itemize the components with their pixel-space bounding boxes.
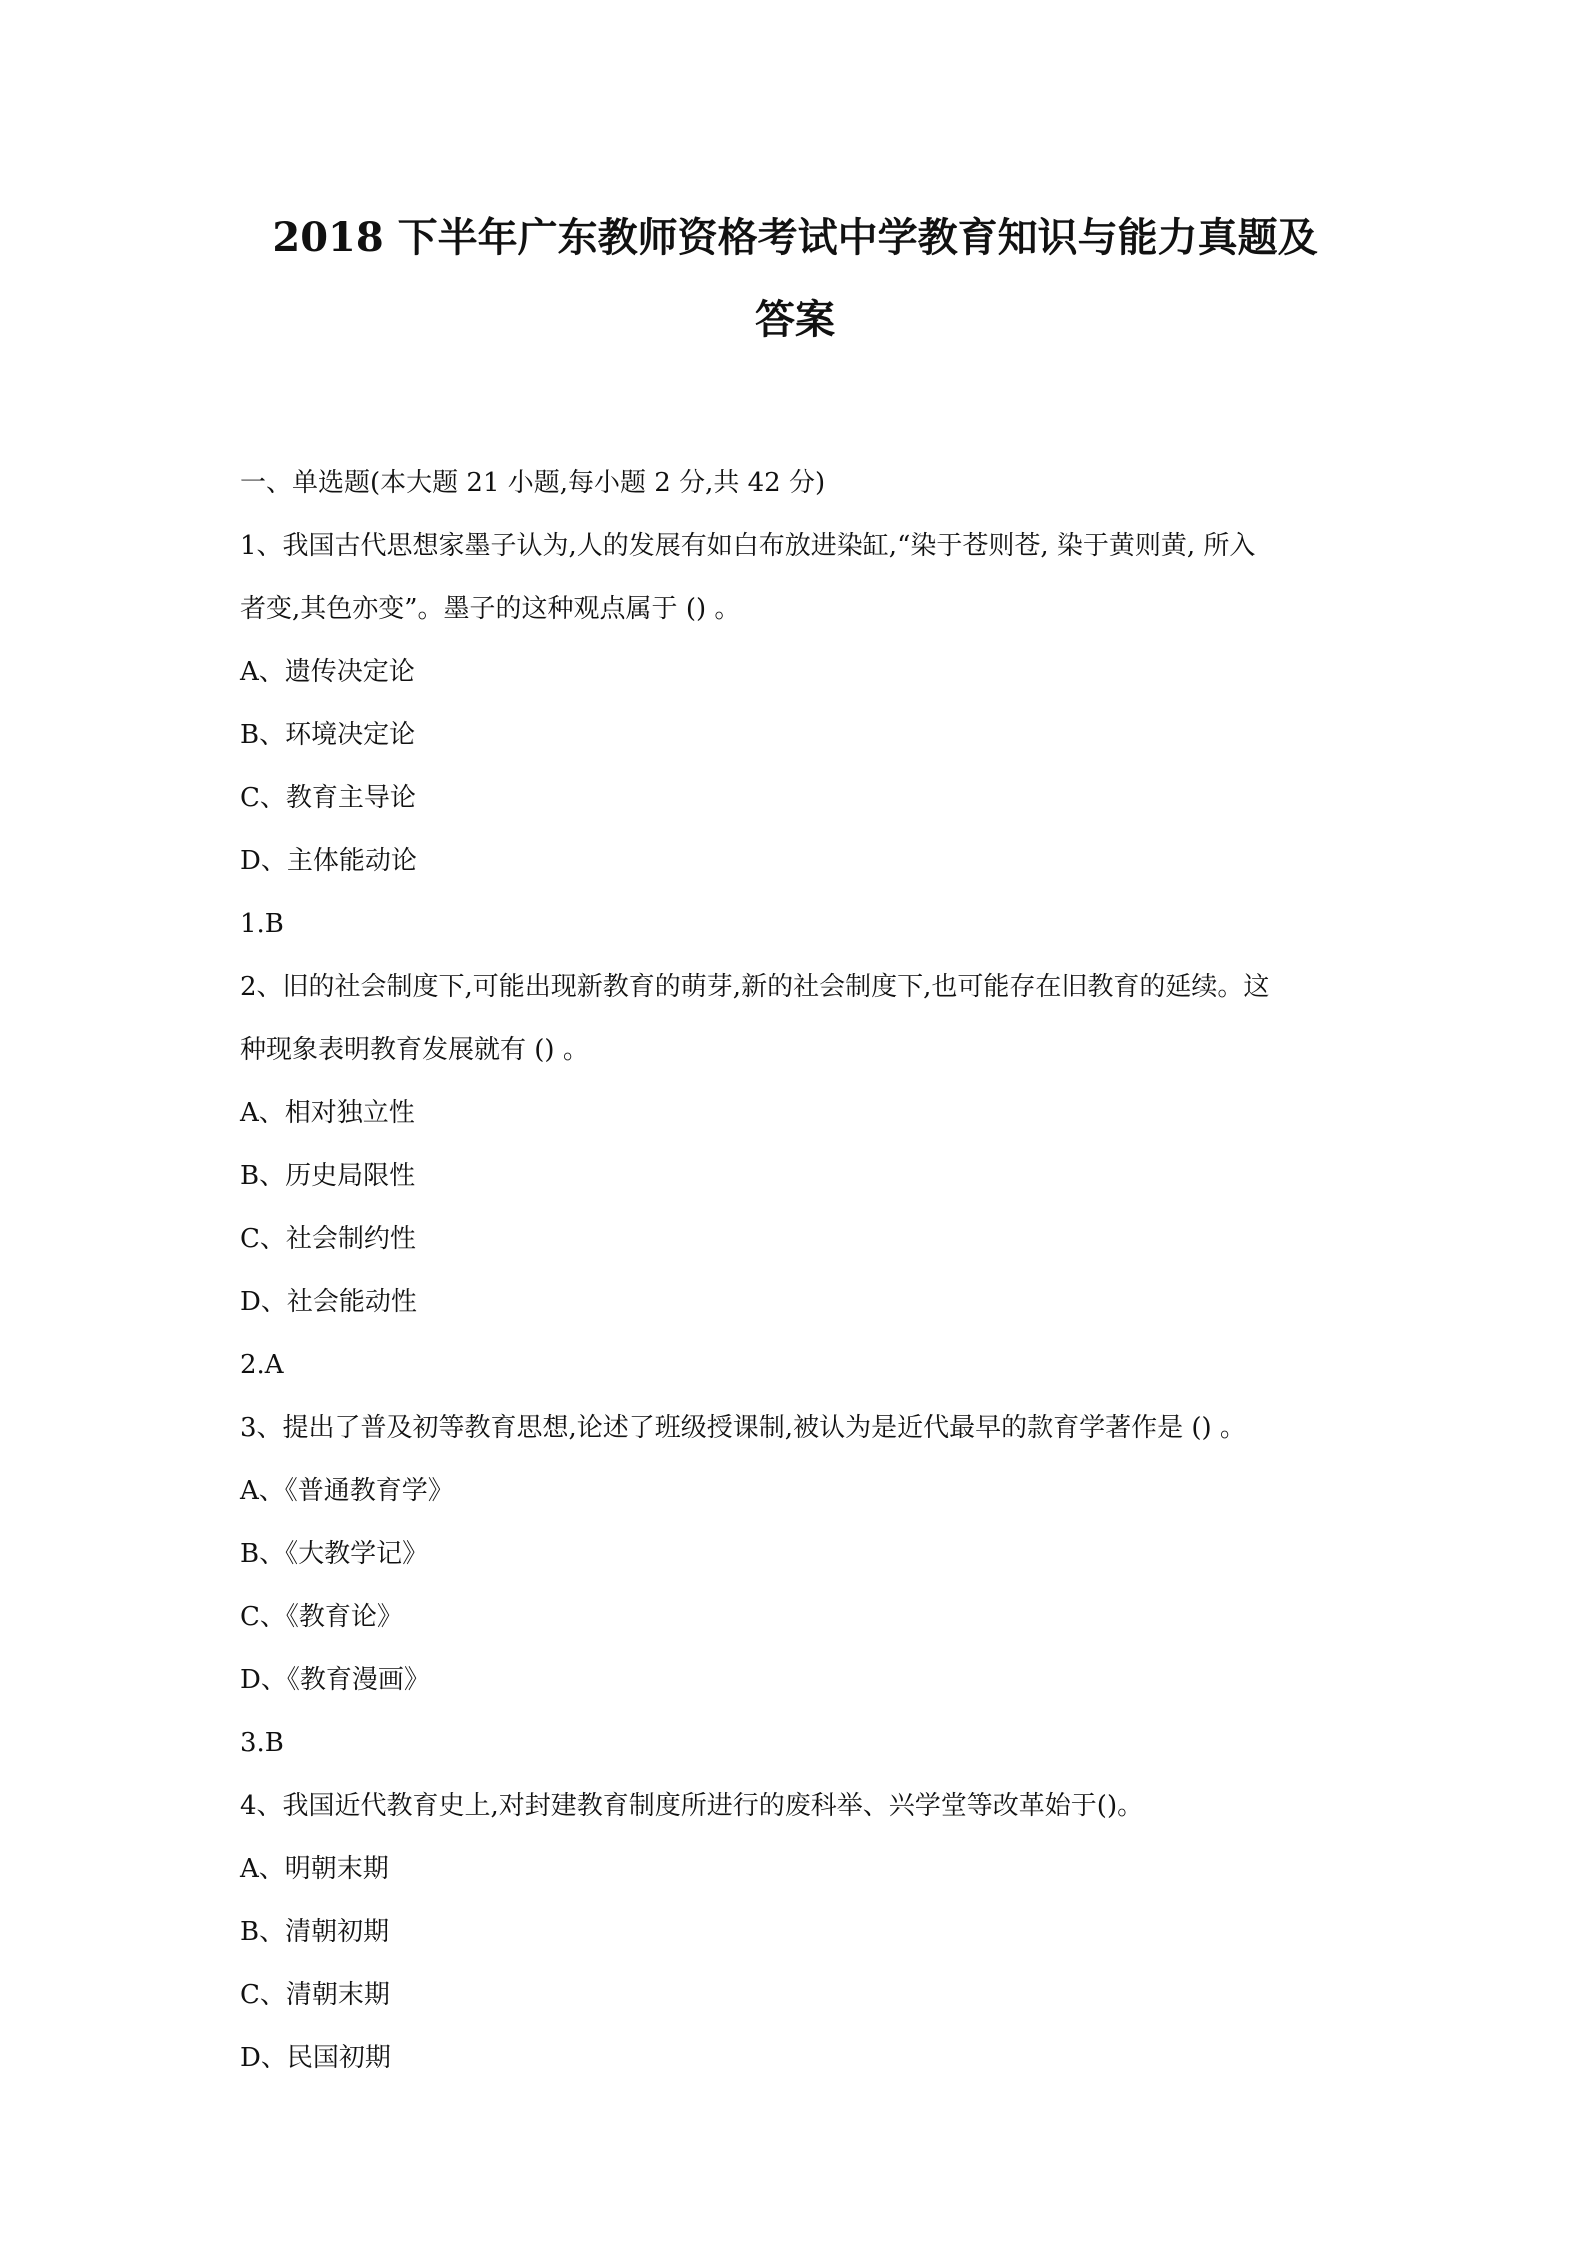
question-3	[240, 1397, 1360, 1775]
title-line-2: 答案	[755, 296, 835, 343]
option-c: C、《教育论》	[240, 1602, 403, 1632]
option-b: B、清朝初期	[240, 1917, 390, 1947]
answer-line: 3.B	[240, 1728, 284, 1758]
option-c: C、清朝末期	[240, 1980, 390, 2010]
option-d: D、主体能动论	[240, 846, 417, 876]
question-stem-line: 者变,其色亦变”。墨子的这种观点属于 () 。	[240, 594, 741, 624]
option-c: C、社会制约性	[240, 1224, 416, 1254]
option-d: D、《教育漫画》	[240, 1665, 430, 1695]
option-d: D、社会能动性	[240, 1287, 417, 1317]
title-line-1: 2018 下半年广东教师资格考试中学教育知识与能力真题及	[272, 214, 1318, 261]
question-stem-line: 2、旧的社会制度下,可能出现新教育的萌芽,新的社会制度下,也可能存在旧教育的延续。这	[240, 972, 1270, 1002]
document-title	[200, 197, 1390, 361]
option-a: A、《普通教育学》	[240, 1476, 454, 1506]
question-4	[240, 1775, 1360, 2090]
answer-line: 2.A	[240, 1350, 284, 1380]
question-stem-line: 3、提出了普及初等教育思想,论述了班级授课制,被认为是近代最早的款育学著作是 () 。	[240, 1413, 1246, 1443]
option-a: A、明朝末期	[240, 1854, 389, 1884]
section-heading: 一、单选题(本大题 21 小题,每小题 2 分,共 42 分)	[240, 468, 826, 498]
question-2	[240, 956, 1360, 1397]
question-1	[240, 515, 1360, 956]
option-b: B、环境决定论	[240, 720, 416, 750]
question-stem-line: 种现象表明教育发展就有 () 。	[240, 1035, 589, 1065]
option-a: A、遗传决定论	[240, 657, 415, 687]
question-stem-line: 4、我国近代教育史上,对封建教育制度所进行的废科举、兴学堂等改革始于()。	[240, 1791, 1144, 1821]
option-b: B、《大教学记》	[240, 1539, 429, 1569]
answer-line: 1.B	[240, 909, 284, 939]
document-body	[240, 452, 1360, 2090]
option-b: B、历史局限性	[240, 1161, 416, 1191]
question-stem-line: 1、我国古代思想家墨子认为,人的发展有如白布放进染缸,“染于苍则苍, 染于黄则黄, 所入	[240, 531, 1256, 561]
option-d: D、民国初期	[240, 2043, 391, 2073]
option-a: A、相对独立性	[240, 1098, 415, 1128]
option-c: C、教育主导论	[240, 783, 416, 813]
